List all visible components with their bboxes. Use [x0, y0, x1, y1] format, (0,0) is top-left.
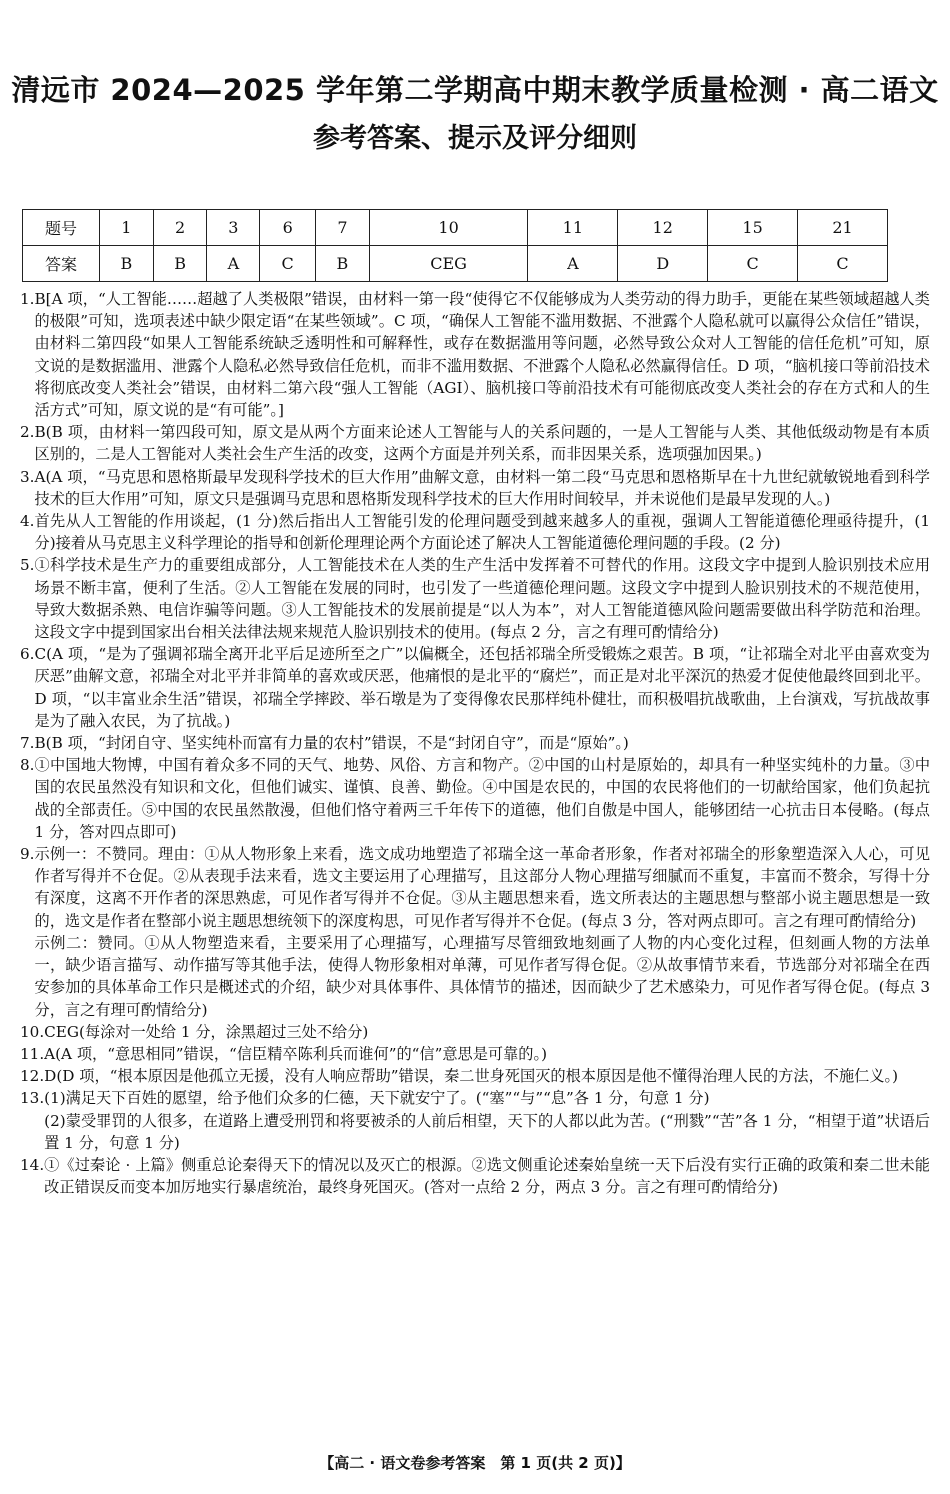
answer-cell: CEG — [369, 246, 528, 282]
answer-cell: B — [100, 246, 154, 282]
answer-cell: C — [708, 246, 798, 282]
sub-answer-2: (2)蒙受罪罚的人很多，在道路上遭受刑罚和将要被杀的人前后相望，天下的人都以此为苦。(“刑戮”“苦”各 1 分，“相望于道”状语后置 1 分，句意 1 分) — [44, 1111, 930, 1152]
item-text — [44, 1087, 930, 1154]
explanation-item — [20, 554, 930, 643]
item-text: CEG(每涂对一处给 1 分，涂黑超过三处不给分) — [44, 1022, 369, 1041]
item-number: 3. — [20, 467, 35, 486]
explanation-item — [20, 843, 930, 1021]
explanation-item — [20, 421, 930, 465]
explanation-item — [20, 288, 930, 421]
item-number: 7. — [20, 734, 35, 753]
explanation-item — [20, 466, 930, 510]
sub-answer-1: (1)满足天下百姓的愿望，给予他们众多的仁德，天下就安宁了。(“塞”“与”“息”各 1 分，句意 1 分) — [44, 1089, 710, 1108]
item-text: ①中国地大物博，中国有着众多不同的天气、地势、风俗、方言和物产。②中国的山村是原始的，却具有一种坚实纯朴的力量。③中国的农民虽然没有知识和文化，但他们诚实、谨慎、良善、勤俭。④中国是农民的，中国的农民将他们的一切献给国家，他们负起抗战的全部责任。⑤中国的农民虽然散漫，但他们恪守着两三千年传下的道德，他们自傲是中国人，能够团结一心抗击日本侵略。(每点 1 分，答对四点即可) — [34, 756, 930, 841]
item-number: 14. — [20, 1155, 45, 1174]
example-one-text: 示例一：不赞同。理由：①从人物形象上来看，选文成功地塑造了祁瑞全这一革命者形象，作者对祁瑞全的形象塑造深入人心，可见作者写得并不仓促。②从表现手法来看，选文主要运用了心理描写，且这部分人物心理描写细腻而不重复，丰富而不赘余，写得十分有深度，这离不开作者的深思熟虑，可见作者写得并不仓促。③从主题思想来看，选文所表达的主题思想与整部小说主题思想是一致的，选文是作者在整部小说主题思想统领下的深度构思，可见作者写得并不仓促。(每点 3 分，答对两点即可。言之有理可酌情给分) — [34, 845, 930, 930]
row-label-question: 题号 — [23, 210, 100, 246]
item-text: C(A 项，“是为了强调祁瑞全离开北平后足迹所至之广”以偏概全，还包括祁瑞全所受锻炼之艰苦。B 项，“让祁瑞全对北平由喜欢变为厌恶”曲解文意，祁瑞全对北平并非简单的喜欢或厌恶，他痛恨的是北平的“腐烂”，而正是对北平深沉的热爱才促使他最终回到北平。D 项，“以丰富业余生活”错误，祁瑞全学摔跤、举石墩是为了变得像农民那样纯朴健壮，而积极唱抗战歌曲，上台演戏，写抗战故事是为了融入农民，为了抗战。) — [34, 645, 930, 730]
item-text: D(D 项，“根本原因是他孤立无援，没有人响应帮助”错误，秦二世身死国灭的根本原因是他不懂得治理人民的方法，不施仁义。) — [44, 1067, 899, 1086]
question-number-cell: 3 — [207, 210, 260, 246]
item-text: A(A 项，“意思相同”错误，“信臣精卒陈利兵而谁何”的“信”意思是可靠的。) — [44, 1044, 548, 1063]
question-number-cell: 6 — [260, 210, 316, 246]
explanation-item — [20, 1043, 930, 1065]
question-number-cell: 2 — [153, 210, 207, 246]
question-number-cell: 10 — [369, 210, 528, 246]
explanation-item — [20, 1154, 930, 1198]
answer-cell: A — [207, 246, 260, 282]
item-number: 12. — [20, 1067, 45, 1086]
page-footer: 【高二 · 语文卷参考答案 第 1 页(共 2 页)】 — [319, 1454, 631, 1472]
item-number: 11. — [20, 1044, 45, 1063]
question-number-cell: 12 — [618, 210, 708, 246]
question-number-cell: 15 — [708, 210, 798, 246]
explanation-item — [20, 643, 930, 732]
item-number: 13. — [20, 1089, 45, 1108]
explanation-item — [20, 1021, 930, 1043]
item-number: 2. — [20, 423, 35, 442]
item-number: 9. — [20, 845, 35, 864]
answer-cell: C — [260, 246, 316, 282]
explanation-item — [20, 1087, 930, 1154]
item-number: 5. — [20, 556, 35, 575]
answer-table — [22, 209, 888, 282]
question-number-cell: 7 — [316, 210, 370, 246]
item-text: B(B 项，由材料一第四段可知，原文是从两个方面来论述人工智能与人的关系问题的，一是人工智能与人类、其他低级动物是有本质区别的，二是人工智能对人类社会生产生活的改变，这两个方面是并列关系，而非因果关系，选项强加因果。) — [34, 423, 930, 464]
item-text: B[A 项，“人工智能……超越了人类极限”错误，由材料一第一段“使得它不仅能够成为人类劳动的得力助手，更能在某些领域超越人类的极限”可知，选项表述中缺少限定语“在某些领域”。C 项，“确保人工智能不滥用数据、不泄露个人隐私就可以赢得公众信任”错误，由材料二第四段“如果人工智能系统缺乏透明性和可解释性，或存在数据滥用等问题，必然导致公众对人工智能的信任危机”可知，原文说的是数据滥用、泄露个人隐私必然导致信任危机，而非不滥用数据、不泄露个人隐私必然赢得信任。D 项，“脑机接口等前沿技术将彻底改变人类社会”错误，由材料二第六段“强人工智能（AGI）、脑机接口等前沿技术有可能彻底改变人类社会的存在方式和人的生活方式”可知，原文说的是“有可能”。] — [34, 290, 930, 420]
item-number: 10. — [20, 1022, 45, 1041]
item-text: 首先从人工智能的作用谈起，(1 分)然后指出人工智能引发的伦理问题受到越来越多人的重视，强调人工智能道德伦理亟待提升，(1 分)接着从马克思主义科学理论的指导和创新伦理理论两个方面论述了解决人工智能道德伦理问题的手段。(2 分) — [34, 512, 930, 553]
answer-cell: A — [528, 246, 618, 282]
question-number-cell: 1 — [100, 210, 154, 246]
explanation-item — [20, 510, 930, 554]
explanation-item — [20, 1065, 930, 1087]
item-text: B(B 项，“封闭自守、坚实纯朴而富有力量的农村”错误，不是“封闭自守”，而是“原始”。) — [34, 734, 629, 753]
page-subtitle: 参考答案、提示及评分细则 — [313, 123, 637, 154]
page-title: 清远市 2024—2025 学年第二学期高中期末教学质量检测 · 高二语文 — [11, 73, 939, 107]
answer-explanations — [20, 288, 930, 1198]
answer-cell: B — [316, 246, 370, 282]
item-number: 4. — [20, 512, 35, 531]
item-text: ①科学技术是生产力的重要组成部分，人工智能技术在人类的生产生活中发挥着不可替代的作用。这段文字中提到人脸识别技术应用场景不断丰富，便利了生活。②人工智能在发展的同时，也引发了一些道德伦理问题。这段文字中提到人脸识别技术的不规范使用，导致大数据杀熟、电信诈骗等问题。③人工智能技术的发展前提是“以人为本”，对人工智能道德风险问题需要做出科学防范和治理。这段文字中提到国家出台相关法律法规来规范人脸识别技术的使用。(每点 2 分，言之有理可酌情给分) — [34, 556, 930, 642]
row-label-answer: 答案 — [23, 246, 100, 282]
explanation-item — [20, 732, 930, 754]
item-text: A(A 项，“马克思和恩格斯最早发现科学技术的巨大作用”曲解文意，由材料一第二段“马克思和恩格斯早在十九世纪就敏锐地看到科学技术的巨大作用”可知，原文只是强调马克思和恩格斯发现科学技术的巨大作用时间较早，并未说他们是最早发现的人。) — [34, 467, 930, 508]
item-number: 8. — [20, 756, 35, 775]
question-number-row — [23, 210, 888, 246]
question-number-cell: 21 — [798, 210, 888, 246]
answer-cell: B — [153, 246, 207, 282]
explanation-item — [20, 754, 930, 843]
item-number: 1. — [20, 290, 35, 308]
item-text: ①《过秦论 · 上篇》侧重总论秦得天下的情况以及灭亡的根源。②选文侧重论述秦始皇统一天下后没有实行正确的政策和秦二世未能改正错误反而变本加厉地实行暴虐统治，最终身死国灭。(答对一点给 2 分，两点 3 分。言之有理可酌情给分) — [44, 1155, 930, 1197]
example-two-text: 示例二：赞同。①从人物塑造来看，主要采用了心理描写，心理描写尽管细致地刻画了人物的内心变化过程，但刻画人物的方法单一，缺少语言描写、动作描写等其他手法，使得人物形象相对单薄，可见作者写得仓促。②从故事情节来看，节选部分对祁瑞全在西安参加的具体革命工作只是概述式的介绍，缺少对具体事件、具体情节的描述，因而缺少了艺术感染力，可见作者写得仓促。(每点 3 分，言之有理可酌情给分) — [34, 933, 930, 1019]
item-text — [35, 843, 931, 1021]
item-number: 6. — [20, 645, 35, 664]
answer-row — [23, 246, 888, 282]
question-number-cell: 11 — [528, 210, 618, 246]
answer-cell: D — [618, 246, 708, 282]
answer-cell: C — [798, 246, 888, 282]
